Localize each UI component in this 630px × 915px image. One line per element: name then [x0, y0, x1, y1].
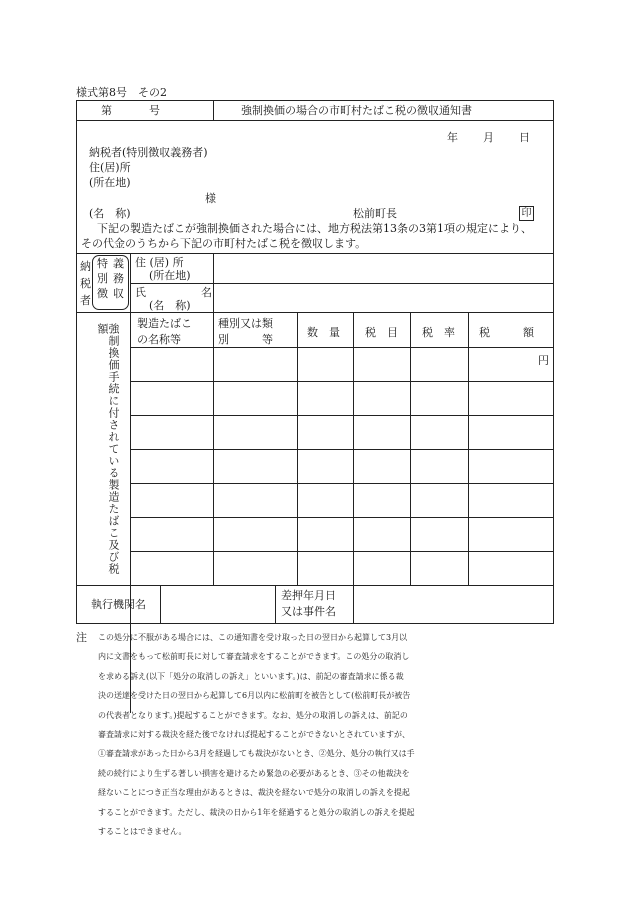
table-row — [130, 381, 553, 382]
divider — [77, 120, 553, 121]
taxpayer-vertical-1: 納 — [80, 260, 91, 273]
name-label: (名 称) — [89, 207, 131, 220]
honorific: 様 — [205, 192, 216, 205]
note-line: 内に文書をもって松前町長に対して審査請求をすることができます。この処分の取消し — [98, 652, 410, 662]
divider — [160, 585, 161, 623]
seal-mark: 印 — [519, 206, 534, 221]
note-line: の代表者となります。)提起することができます。なお、処分の取消しの訴えは、前記の — [98, 710, 408, 720]
intro-line-2: その代金のうちから下記の市町村たばこ税を徴収します。 — [81, 237, 367, 250]
box-address-label: 住 (居) 所 — [135, 256, 184, 269]
address-label: 住(居)所 — [89, 161, 131, 174]
note-line: することができます。ただし、裁決の日から1年を経過すると処分の取消しの訴えを提起 — [98, 807, 415, 817]
divider — [275, 585, 276, 623]
table-row — [130, 449, 553, 450]
bracket-char: 務 — [113, 272, 124, 285]
note-line: を求める訴え(以下「処分の取消しの訴え」といいます。)は、前記の審査請求に係る裁 — [98, 671, 404, 681]
taxpayer-vertical-3: 者 — [80, 294, 91, 307]
table-row — [130, 483, 553, 484]
goods-vertical-heading: 強制換価手続に付されている製造たばこ及び税額 — [96, 323, 120, 575]
box-location-label: (所在地) — [149, 269, 191, 282]
header-kind-1: 種別又は類 — [218, 317, 273, 330]
note-section — [76, 628, 566, 841]
document-title: 強制換価の場合の市町村たばこ税の徴収通知書 — [241, 104, 472, 117]
intro-line-1: 下記の製造たばこが強制換価された場合には、地方税法第13条の3第1項の規定により、 — [97, 222, 532, 235]
box-name-label-1: 氏 — [135, 286, 146, 299]
box-name-label-2: 名 — [201, 286, 212, 299]
note-line: 決の送達を受けた日の翌日から起算して6月以内に松前町を被告として(松前町長が被告 — [98, 691, 411, 701]
table-row — [130, 415, 553, 416]
issuer-name: 松前町長 — [353, 207, 397, 220]
table-row — [130, 517, 553, 518]
notice-form — [76, 100, 554, 624]
divider — [77, 585, 553, 586]
header-goods-1: 製造たばこ — [137, 317, 192, 330]
bracket-char: 義 — [113, 257, 124, 270]
currency-unit: 円 — [538, 354, 549, 367]
header-tax-item: 税 目 — [365, 326, 398, 339]
divider — [353, 585, 354, 623]
divider — [213, 101, 214, 120]
note-line: することはできません。 — [98, 827, 187, 837]
number-label: 第 — [101, 104, 112, 117]
divider — [130, 283, 553, 284]
header-tax-rate: 税 率 — [422, 326, 455, 339]
bracket-char: 収 — [113, 287, 124, 300]
agency-label: 執行機関名 — [91, 598, 146, 611]
taxpayer-vertical-2: 税 — [80, 277, 91, 290]
bracket-char: 別 — [97, 272, 108, 285]
date-year: 年 — [447, 131, 458, 144]
header-goods-2: の名称等 — [137, 333, 181, 346]
seizure-label-1: 差押年月日 — [281, 589, 336, 602]
header-kind-2: 別 等 — [218, 333, 273, 346]
header-tax-amount: 税 額 — [479, 326, 534, 339]
seizure-label-2: 又は事件名 — [281, 605, 336, 618]
note-line: 審査請求に対する裁決を経た後でなければ提起することができないとされていますが、 — [98, 730, 410, 740]
note-line: 経ないことにつき正当な理由があるときは、裁決を経ないで処分の取消しの訴えを提起 — [98, 788, 410, 798]
bracket-char: 特 — [97, 257, 108, 270]
table-row — [130, 347, 553, 348]
note-line: この処分に不服がある場合には、この通知書を受け取った日の翌日から起算して3月以 — [98, 633, 408, 642]
note-line: ①審査請求があった日から3月を経過しても裁決がないとき、②処分、処分の執行又は手 — [98, 749, 415, 759]
divider — [77, 312, 553, 313]
divider — [77, 253, 553, 254]
header-quantity: 数 量 — [307, 326, 340, 339]
form-number: 様式第8号 その2 — [76, 86, 167, 99]
taxpayer-label: 納税者(特別徴収義務者) — [89, 146, 208, 159]
number-suffix: 号 — [149, 104, 160, 117]
date-month: 月 — [483, 131, 494, 144]
bracket-char: 徴 — [97, 287, 108, 300]
date-day: 日 — [519, 131, 530, 144]
note-lead: 注 — [76, 631, 87, 644]
table-row — [130, 551, 553, 552]
box-name-sub: (名 称) — [149, 299, 191, 312]
note-line: 続の続行により生ずる著しい損害を避けるため緊急の必要があるとき、③その他裁決を — [98, 768, 410, 778]
location-label: (所在地) — [89, 176, 131, 189]
